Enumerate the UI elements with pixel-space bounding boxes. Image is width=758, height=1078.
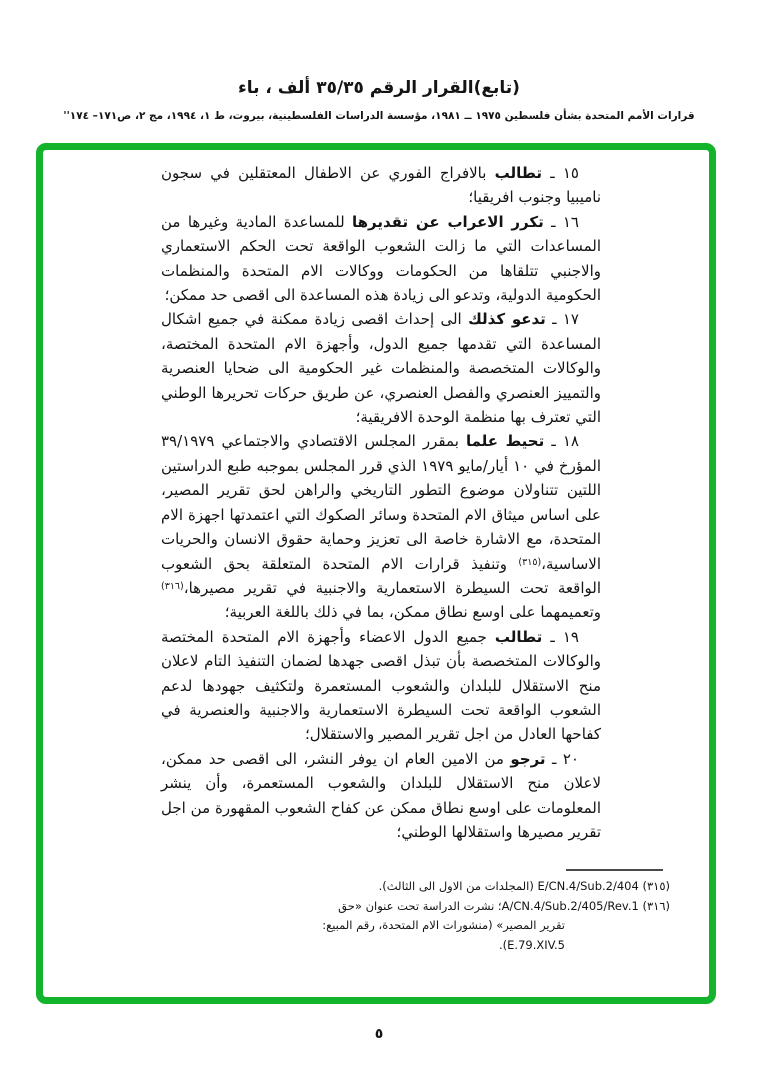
- footnotes: [322, 877, 670, 955]
- paragraph-١٨: ١٨ ـ تحيط علما بمقرر المجلس الاقتصادي والاجتماعي ٣٩/١٩٧٩ المؤرخ في ١٠ أيار/مايو ١٩٧٩ الذي قرر المجلس بموجبه طبع الدراستين اللتين تتناولان موضوع التطور التاريخي والراهن لحق تقرير المصير، على اساس ميثاق الام المتحدة وسائر الصكوك التي اعتمدتها اجهزة الام المتحدة، مع الاشارة خاصة الى تعزيز وحماية حقوق الانسان والحريات الاساسية،$^{(٣١٥)}$ وتنفيذ قرارات الام المتحدة المتعلقة بحق الشعوب الواقعة تحت السيطرة الاستعمارية والاجنبية في تقرير مصيرها،$^{(٣١٦)}$ وتعميمهما على اوسع نطاق ممكن، بما في ذلك باللغة العربية؛: [161, 432, 602, 622]
- footnote-315: (٣١٥) E/CN.4/Sub.2/404 (المجلدات من الاول الى الثالث).: [378, 879, 670, 893]
- paragraph-١٧: ١٧ ـ تدعو كذلك الى إحداث اقصى زيادة ممكنة في جميع اشكال المساعدة التي تقدمها جميع الدول، وأجهزة الام المتحدة المختصة، والوكالات المتخصصة والمنظمات غير الحكومية الى ضحايا العنصرية والتمييز العنصري والفصل العنصري، عن طريق حركات تحريرها الوطني التي تعترف بها منظمة الوحدة الافريقية؛: [161, 310, 601, 427]
- resolution-text: [161, 161, 601, 844]
- footnote-reference: (٣١٥): [518, 556, 542, 568]
- footnote-316: (٣١٦) A/CN.4/Sub.2/405/Rev.1؛ نشرت الدراسة تحت عنوان «حق تقرير المصير» (منشورات الام المتحدة، رقم المبيع: E.79.XIV.5).: [322, 898, 670, 952]
- paragraph-٢٠: ٢٠ ـ ترجو من الامين العام ان يوفر النشر، الى اقصى حد ممكن، لاعلان منح الاستقلال للبلدان والشعوب المستعمرة، وأن ينشر المعلومات على اوسع نطاق ممكن عن كفاح الشعوب المقهورة من اجل تقرير مصيرها واستقلالها الوطني؛: [161, 749, 601, 841]
- header-source-line: قرارات الأمم المتحدة بشأن فلسطين ١٩٧٥ ــ ١٩٨١، مؤسسة الدراسات الفلسطينية، بيروت، ط ١، ١٩٩٤، مج ٢، ص١٧١– ١٧٤'': [63, 110, 695, 122]
- footnote-separator: [566, 869, 663, 871]
- paragraph-١٦: ١٦ ـ تكرر الاعراب عن تقديرها للمساعدة المادية وغيرها من المساعدات التي ما زالت الشعوب الواقعة تحت الحكم الاستعماري والاجنبي تتلقاها من الحكومات ووكالات الام المتحدة والمنظمات الحكومية الدولية، وتدعو الى زيادة هذه المساعدة الى اقصى حد ممكن؛: [161, 212, 601, 305]
- footnote-reference: (٣١٦): [161, 580, 184, 592]
- paragraph-١٩: ١٩ ـ تطالب جميع الدول الاعضاء وأجهزة الام المتحدة المختصة والوكالات المتخصصة بأن تبذل اقصى جهدها لضمان التنفيذ التام لاعلان منح الاستقلال للبلدان والشعوب المستعمرة ولتكثيف جهودها لدعم الشعوب الواقعة تحت السيطرة الاستعمارية والاجنبية والعنصرية في كفاحها العادل من اجل تقرير المصير والاستقلال؛: [161, 627, 601, 744]
- header-title: (تابع)القرار الرقم ٣٥/٣٥ ألف ، باء: [238, 78, 520, 98]
- paragraph-١٥: ١٥ ـ تطالب بالافراج الفوري عن الاطفال المعتقلين في سجون ناميبيا وجنوب افريقيا؛: [161, 164, 601, 207]
- page-number: ٥: [374, 1026, 384, 1042]
